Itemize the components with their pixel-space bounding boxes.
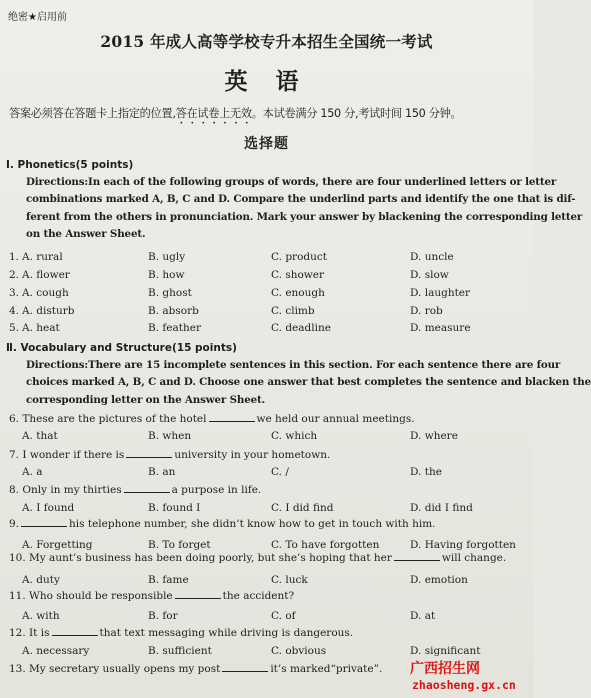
exam-title: 2015 年成人高等学校专升本招生全国统一考试 bbox=[100, 32, 433, 51]
option-c: C. deadline bbox=[271, 322, 331, 334]
question-stem bbox=[9, 412, 415, 425]
answer-blank bbox=[21, 517, 67, 527]
option-b: B. ghost bbox=[148, 287, 192, 299]
question-text-post: it’s marked“private”. bbox=[270, 663, 383, 675]
option-d: D. did I find bbox=[410, 502, 473, 514]
option-c: C. product bbox=[271, 251, 327, 263]
question-stem bbox=[9, 517, 436, 530]
section-1-directions bbox=[26, 174, 583, 244]
question-text-pre: 6. These are the pictures of the hotel bbox=[9, 413, 207, 425]
question-text-post: we held our annual meetings. bbox=[256, 413, 415, 425]
option-b: B. fame bbox=[148, 574, 189, 586]
option-c: C. climb bbox=[271, 305, 315, 317]
question-stem bbox=[9, 448, 330, 461]
question-text-post: university in your hometown. bbox=[174, 449, 331, 461]
question-text-post: his telephone number, she didn’t know how to get in touch with him. bbox=[69, 518, 436, 530]
option-a: A. I found bbox=[22, 502, 75, 514]
option-c: C. To have forgotten bbox=[271, 539, 380, 551]
option-a: A. Forgetting bbox=[22, 539, 93, 551]
directions-line: on the Answer Sheet. bbox=[26, 228, 146, 241]
question-text-post: a purpose in life. bbox=[171, 484, 262, 496]
section-1-title: Ⅰ. Phonetics(5 points) bbox=[6, 159, 134, 171]
question-text-pre: 8. Only in my thirties bbox=[9, 484, 122, 496]
option-b: B. ugly bbox=[148, 251, 186, 263]
option-b: B. when bbox=[148, 430, 192, 442]
option-c: C. luck bbox=[271, 574, 308, 586]
option-b: B. how bbox=[148, 269, 185, 281]
question-text-pre: 13. My secretary usually opens my post bbox=[9, 663, 221, 675]
option-d: D. measure bbox=[410, 322, 471, 334]
question-number: 5. bbox=[9, 322, 20, 334]
subject-title: 英 语 bbox=[224, 68, 309, 95]
option-d: D. Having forgotten bbox=[410, 539, 516, 551]
answer-blank bbox=[175, 589, 221, 599]
question-text-pre: 11. Who should be responsible bbox=[9, 590, 173, 602]
question-stem bbox=[9, 483, 261, 496]
option-b: B. found I bbox=[148, 502, 201, 514]
answer-blank bbox=[124, 483, 170, 493]
question-stem bbox=[9, 589, 294, 602]
option-c: C. obvious bbox=[271, 645, 327, 657]
option-c: C. of bbox=[271, 610, 296, 622]
question-text-pre: 7. I wonder if there is bbox=[9, 449, 125, 461]
answer-blank bbox=[394, 551, 440, 561]
confidential-mark: 绝密★启用前 bbox=[8, 12, 67, 23]
question-stem bbox=[9, 626, 353, 639]
option-b: B. absorb bbox=[148, 305, 199, 317]
choice-heading: 选择题 bbox=[244, 136, 289, 152]
option-d: D. emotion bbox=[410, 574, 468, 586]
option-c: C. / bbox=[271, 466, 289, 478]
answer-blank bbox=[52, 626, 98, 636]
option-c: C. I did find bbox=[271, 502, 334, 514]
question-number: 1. bbox=[9, 251, 20, 263]
question-text-post: the accident? bbox=[222, 590, 295, 602]
directions-line: Directions:There are 15 incomplete sentences in this section. For each sentence there are four bbox=[26, 359, 561, 371]
option-a: A. disturb bbox=[22, 305, 75, 317]
option-b: B. To forget bbox=[148, 539, 211, 551]
section-2-title: Ⅱ. Vocabulary and Structure(15 points) bbox=[6, 342, 237, 354]
answer-blank bbox=[209, 412, 255, 422]
option-d: D. where bbox=[410, 430, 458, 442]
option-d: D. the bbox=[410, 466, 442, 478]
option-a: A. cough bbox=[22, 287, 69, 299]
option-c: C. enough bbox=[271, 287, 325, 299]
option-d: D. uncle bbox=[410, 251, 454, 263]
instruction-dotted: 答在试卷上无效 bbox=[175, 107, 252, 120]
question-text-pre: 10. My aunt’s business has been doing poorly, but she’s hoping that her bbox=[9, 552, 392, 564]
option-d: D. significant bbox=[410, 645, 481, 657]
option-b: B. feather bbox=[148, 322, 201, 334]
instruction-post: 。本试卷满分 150 分,考试时间 150 分钟。 bbox=[251, 107, 462, 120]
option-d: D. at bbox=[410, 610, 436, 622]
option-d: D. slow bbox=[410, 269, 449, 281]
answer-blank bbox=[126, 448, 172, 458]
option-a: A. heat bbox=[22, 322, 60, 334]
question-text-pre: 9. bbox=[9, 518, 20, 530]
option-a: A. necessary bbox=[22, 645, 90, 657]
question-text-post: will change. bbox=[441, 552, 507, 564]
option-d: D. rob bbox=[410, 305, 443, 317]
question-stem bbox=[9, 551, 506, 564]
directions-line: choices marked A, B, C and D. Choose one answer that best completes the sentence and blacken the bbox=[26, 376, 591, 389]
instruction-pre: 答案必须答在答题卡上指定的位置, bbox=[9, 107, 176, 120]
watermark-url: zhaosheng.gx.cn bbox=[412, 678, 516, 692]
question-number: 3. bbox=[9, 287, 20, 299]
option-b: B. an bbox=[148, 466, 176, 478]
option-a: A. that bbox=[22, 430, 58, 442]
option-a: A. rural bbox=[22, 251, 63, 263]
question-text-post: that text messaging while driving is dangerous. bbox=[99, 627, 354, 639]
directions-line: ferent from the others in pronunciation. Mark your answer by blackening the corresponding letter bbox=[26, 210, 583, 223]
section-2-directions bbox=[26, 357, 591, 409]
option-a: A. flower bbox=[22, 269, 70, 281]
option-a: A. with bbox=[22, 610, 60, 622]
option-a: A. a bbox=[22, 466, 43, 478]
option-a: A. duty bbox=[22, 574, 60, 586]
option-c: C. shower bbox=[271, 269, 325, 281]
question-text-pre: 12. It is bbox=[9, 627, 50, 639]
option-d: D. laughter bbox=[410, 287, 471, 299]
question-number: 4. bbox=[9, 305, 20, 317]
watermark-site-name: 广西招生网 bbox=[410, 661, 480, 677]
question-number: 2. bbox=[9, 269, 20, 281]
option-c: C. which bbox=[271, 430, 318, 442]
question-stem bbox=[9, 662, 382, 675]
option-b: B. for bbox=[148, 610, 178, 622]
directions-line: corresponding letter on the Answer Sheet. bbox=[26, 393, 266, 406]
directions-line: Directions:In each of the following groups of words, there are four underlined letters or letter bbox=[26, 176, 557, 188]
directions-line: combinations marked A, B, C and D. Compare the underlind parts and identify the one that is dif- bbox=[26, 193, 576, 206]
answer-blank bbox=[222, 662, 268, 672]
option-b: B. sufficient bbox=[148, 645, 212, 657]
exam-instruction bbox=[9, 105, 461, 127]
